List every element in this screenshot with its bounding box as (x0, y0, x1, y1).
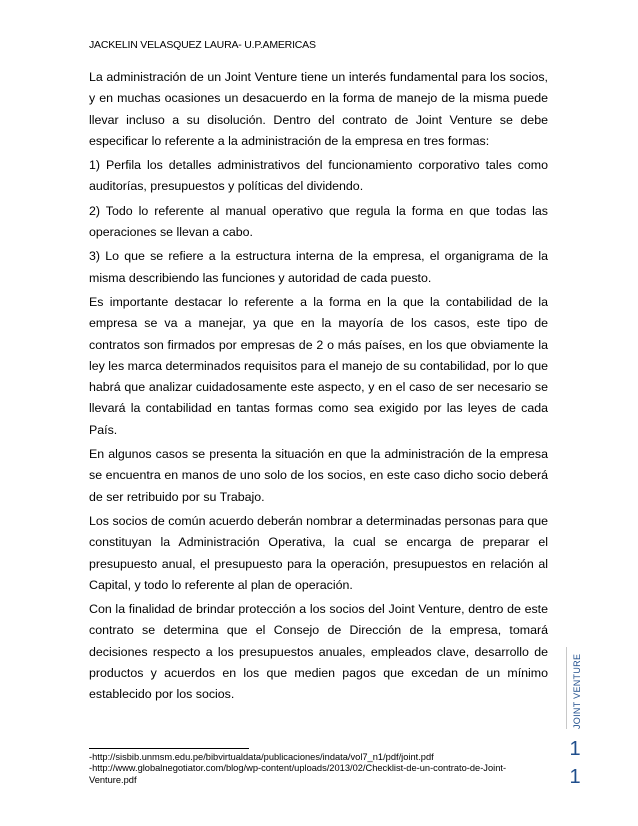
paragraph: Los socios de común acuerdo deberán nombrar a determinadas personas para que constituyan la Administración Operativa, la cual se encarga de preparar el presupuesto anual, el presupuesto para la operación, presupuestos en relación al Capital, y todo lo referente al plan de operación. (89, 513, 548, 592)
footnote-divider (89, 748, 249, 749)
paragraph: 1) Perfila los detalles administrativos del funcionamiento corporativo tales como auditorías, presupuestos y políticas del dividendo. (89, 158, 548, 194)
page-number-digit: 1 (569, 738, 581, 760)
document-body (89, 67, 548, 709)
paragraph: 2) Todo lo referente al manual operativo que regula la forma en que todas las operaciones se llevan a cabo. (89, 203, 548, 240)
footnote: -http://sisbib.unmsm.edu.pe/bibvirtualdata/publicaciones/indata/vol7_n1/pdf/joint.pdf (89, 752, 434, 762)
footnote: -http://www.globalnegotiator.com/blog/wp-content/uploads/2013/02/Checklist-de-un-contrato-de-Joint-Venture.pdf (89, 763, 507, 785)
page-header: JACKELIN VELASQUEZ LAURA- U.P.AMERICAS (89, 39, 316, 51)
page-number-digit: 1 (569, 766, 581, 788)
paragraph: En algunos casos se presenta la situación en que la administración de la empresa se encuentra en manos de uno solo de los socios, en este caso dicho socio deberá de ser retribuido por su Trabajo. (89, 447, 548, 504)
side-tab-label: JOINT VENTURE (572, 653, 582, 729)
side-tab (566, 647, 587, 729)
footnotes (89, 752, 549, 786)
paragraph: Es importante destacar lo referente a la forma en la que la contabilidad de la empresa se va a manejar, ya que en la mayoría de los casos, este tipo de contratos son firmados por empresas de 2 o más países, en los que obviamente la ley les marca determinados requisitos para el manejo de su contabilidad, por lo que habrá que analizar cuidadosamente este aspecto, y en el caso de ser necesario se llevará la contabilidad en tantas formas como sea exigido por las leyes de cada País. (89, 294, 548, 437)
page-number (565, 735, 585, 791)
paragraph: La administración de un Joint Venture tiene un interés fundamental para los socios, y en muchas ocasiones un desacuerdo en la forma de manejo de la misma puede llevar incluso a su disolución. Dentro del contrato de Joint Venture se debe especificar lo referente a la administración de la empresa en tres formas: (89, 70, 548, 148)
paragraph: Con la finalidad de brindar protección a los socios del Joint Venture, dentro de este contrato se determina que el Consejo de Dirección de la empresa, tomará decisiones respecto a los presupuestos anuales, empleados clave, desarrollo de productos y acuerdos en los que medien pagos que excedan de un mínimo establecido por los socios. (89, 602, 548, 702)
paragraph: 3) Lo que se refiere a la estructura interna de la empresa, el organigrama de la misma describiendo las funciones y autoridad de cada puesto. (89, 249, 548, 285)
